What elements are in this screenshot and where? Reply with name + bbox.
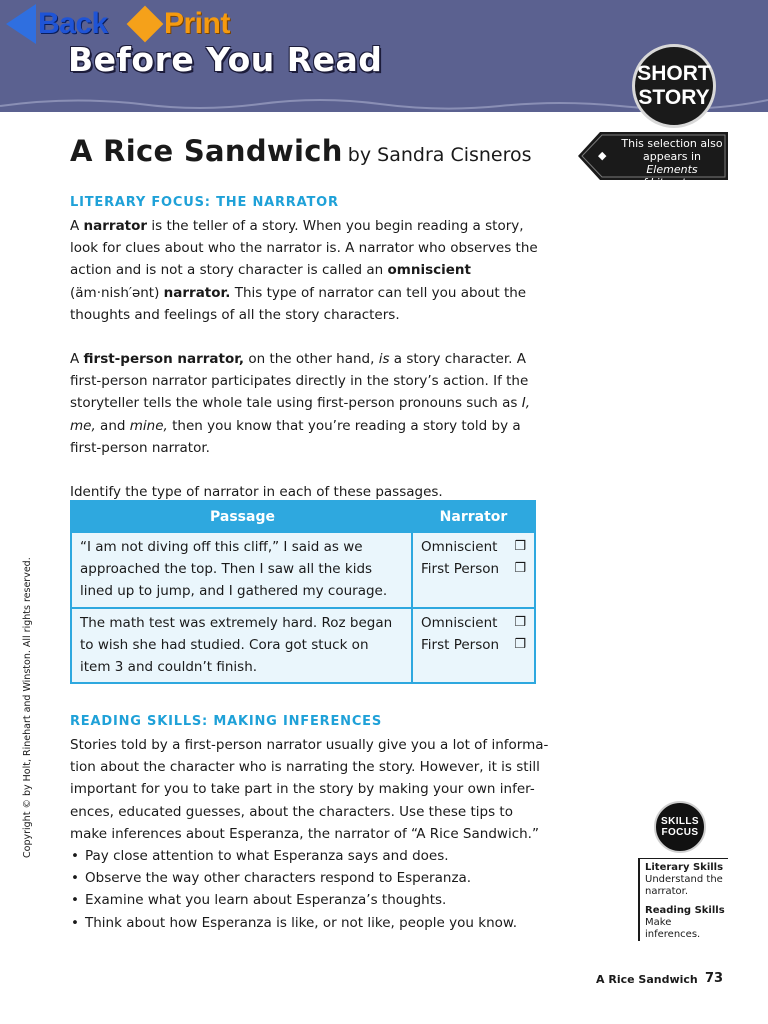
paragraph-narrator: A narrator is the teller of a story. When you begin reading a story, look for clues about who the narrator is. A narrator who observes the action and is not a story character is called an omniscient (äm·nish′ənt) narrator. This type of narrator can tell you about the thoughts and feelings of all the story characters.	[70, 218, 538, 323]
reading-skills-text: Make inferences.	[645, 917, 701, 940]
narrator-cell	[413, 609, 534, 683]
list-item: • Pay close attention to what Esperanza says and does.	[70, 845, 552, 867]
section-title: Before You Read	[68, 40, 383, 79]
passage-cell: The math test was extremely hard. Roz began to wish she had studied. Cora got stuck on item 3 and couldn’t finish.	[72, 609, 413, 683]
reading-skills-intro: Stories told by a first-person narrator usually give you a lot of informa-tion about the character who is narrating the story. However, it is still important for you to take part in the story by making your own infer-ences, educated guesses, about the characters. Use these tips to make inferences about Esperanza, the narrator of “A Rice Sandwich.”	[70, 737, 549, 842]
print-diamond-icon	[127, 6, 164, 43]
badge-line2: STORY	[638, 86, 710, 109]
checkbox-icon[interactable]: ❒	[514, 636, 526, 652]
diamond-bullet-icon: ◆	[598, 149, 607, 162]
passage-cell: “I am not diving off this cliff,” I said as we approached the top. Then I saw all the kids lined up to jump, and I gathered my courage.	[72, 533, 413, 607]
print-label: Print	[164, 7, 230, 40]
paragraph-first-person: A first-person narrator, on the other hand, is a story character. A first-person narrator participates directly in the story’s action. If the storyteller tells the whole tale using first-person pronouns such as I, me, and mine, then you know that you’re reading a story told by a first-person narrator.	[70, 351, 531, 456]
header-passage: Passage	[210, 508, 275, 525]
literary-skills-heading: Literary Skills	[645, 862, 724, 873]
checkbox-icon[interactable]: ❒	[514, 614, 526, 630]
list-item: • Think about how Esperanza is like, or not like, people you know.	[70, 912, 552, 934]
short-story-badge	[632, 44, 716, 128]
header-narrator: Narrator	[439, 508, 508, 525]
reading-skills-body	[70, 734, 552, 934]
table-row	[72, 531, 534, 607]
list-item: • Observe the way other characters respond to Esperanza.	[70, 867, 552, 889]
literary-skills-text: Understand the narrator.	[645, 874, 723, 897]
selection-note-text: This selection also appears in Elements of Literature.	[621, 137, 723, 189]
skills-focus-badge: SKILLS FOCUS	[654, 801, 706, 853]
option-omniscient[interactable]: Omniscient ❒	[421, 536, 526, 558]
checkbox-icon[interactable]: ❒	[514, 539, 526, 554]
title-main: A Rice Sandwich	[70, 134, 343, 168]
checkbox-icon[interactable]: ❒	[514, 561, 526, 577]
list-item: • Examine what you learn about Esperanza’s thoughts.	[70, 889, 552, 911]
table-header	[72, 502, 534, 531]
option-omniscient[interactable]: Omniscient ❒	[421, 612, 526, 634]
selection-note-tag	[578, 132, 728, 189]
skills-focus-box	[638, 858, 728, 941]
option-first-person[interactable]: First Person ❒	[421, 634, 526, 656]
reading-skills-label: Reading Skills	[645, 905, 725, 916]
footer-story-title: A Rice Sandwich	[596, 973, 698, 986]
narrator-table	[70, 500, 536, 684]
tips-list	[70, 845, 552, 934]
literary-focus-body	[70, 215, 552, 503]
title-byline: by Sandra Cisneros	[347, 144, 532, 166]
back-arrow-icon	[6, 4, 36, 44]
back-button[interactable]	[6, 4, 108, 44]
back-label: Back	[38, 7, 108, 40]
reading-skills-heading: READING SKILLS: MAKING INFERENCES	[70, 714, 382, 729]
badge-line1: SHORT	[637, 62, 711, 85]
literary-focus-heading: LITERARY FOCUS: THE NARRATOR	[70, 195, 339, 210]
copyright-notice: Copyright © by Holt, Rinehart and Winston. All rights reserved.	[22, 557, 33, 858]
page-number: 73	[705, 971, 724, 986]
narrator-cell	[413, 533, 534, 607]
option-first-person[interactable]: First Person ❒	[421, 558, 526, 580]
story-title	[70, 134, 532, 168]
table-row	[72, 607, 534, 683]
print-button[interactable]	[128, 4, 230, 44]
paragraph-identify: Identify the type of narrator in each of these passages.	[70, 484, 443, 501]
